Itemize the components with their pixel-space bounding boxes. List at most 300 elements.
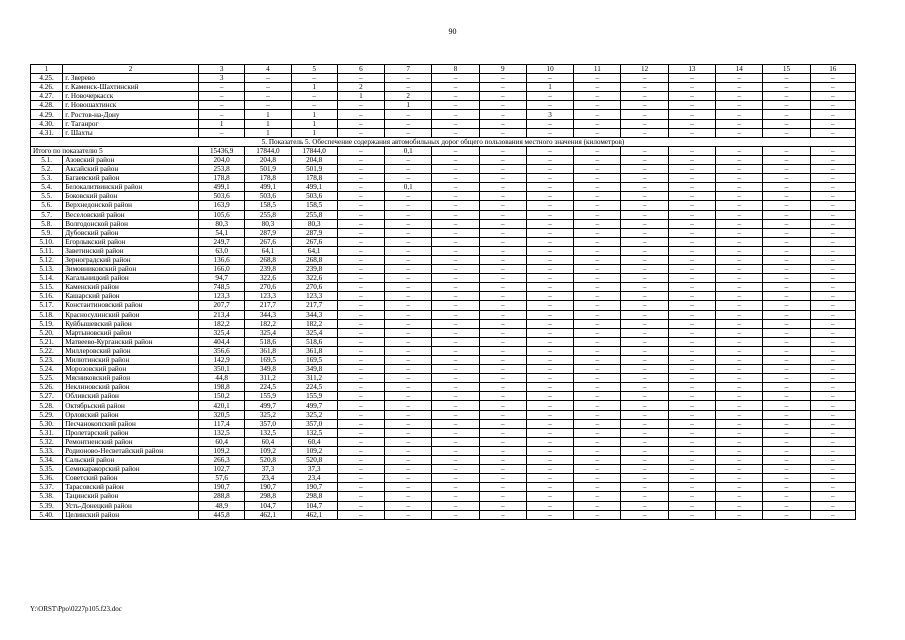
table-cell: –	[574, 183, 621, 192]
section-title: 5. Показатель 5. Обеспечение содержания автомобильных дорог общего пользования местного значения (километров)	[31, 137, 856, 146]
footer-file-path: Y:\ORST\Ppo\0227p105.f23.doc	[30, 605, 122, 613]
table-cell: –	[716, 374, 763, 383]
table-cell: –	[337, 392, 384, 401]
table-cell: –	[432, 110, 479, 119]
table-cell: –	[574, 292, 621, 301]
table-cell: 320,5	[199, 410, 245, 419]
table-cell: –	[716, 228, 763, 237]
table-cell: –	[432, 392, 479, 401]
table-cell: Зерноградский район	[63, 255, 199, 264]
table-cell: –	[716, 410, 763, 419]
table-cell: 518,6	[245, 337, 291, 346]
table-cell: Морозовский район	[63, 365, 199, 374]
table-cell: –	[432, 128, 479, 137]
table-cell: –	[479, 192, 526, 201]
table-cell: 462,1	[291, 510, 337, 519]
table-cell: –	[479, 237, 526, 246]
table-cell: –	[337, 319, 384, 328]
table-cell: Багаевский район	[63, 174, 199, 183]
table-cell: –	[763, 383, 810, 392]
table-cell: –	[621, 228, 668, 237]
table-cell: –	[526, 237, 573, 246]
table-cell: –	[337, 501, 384, 510]
table-cell: –	[479, 83, 526, 92]
table-cell: Волгодонской район	[63, 219, 199, 228]
table-cell: –	[810, 128, 855, 137]
table-cell: –	[385, 501, 432, 510]
table-cell: –	[763, 219, 810, 228]
table-cell: 48,9	[199, 501, 245, 510]
table-cell: –	[199, 128, 245, 137]
table-cell: –	[810, 492, 855, 501]
table-cell: 5.29.	[31, 410, 63, 419]
table-cell: –	[574, 83, 621, 92]
table-cell: –	[385, 401, 432, 410]
table-cell: –	[763, 237, 810, 246]
table-cell: –	[763, 410, 810, 419]
table-cell: –	[668, 456, 715, 465]
table-cell: –	[621, 428, 668, 437]
table-cell: –	[668, 228, 715, 237]
table-cell: 1	[526, 83, 573, 92]
table-cell: –	[574, 174, 621, 183]
table-cell: 5.6.	[31, 201, 63, 210]
table-cell: 499,1	[245, 183, 291, 192]
table-cell: 5.4.	[31, 183, 63, 192]
table-cell: –	[810, 92, 855, 101]
table-row	[31, 474, 856, 483]
table-cell: Белокалитвинский район	[63, 183, 199, 192]
table-cell: –	[716, 265, 763, 274]
table-cell: –	[432, 310, 479, 319]
table-cell: 23,4	[245, 474, 291, 483]
table-cell: –	[385, 337, 432, 346]
table-cell: –	[479, 146, 526, 155]
table-cell: 155,9	[291, 392, 337, 401]
table-cell: –	[621, 410, 668, 419]
table-cell: –	[432, 301, 479, 310]
table-cell: –	[763, 128, 810, 137]
table-cell: –	[716, 83, 763, 92]
table-cell: –	[432, 146, 479, 155]
table-cell: 123,3	[291, 292, 337, 301]
table-cell: –	[668, 274, 715, 283]
table-cell: –	[337, 465, 384, 474]
table-cell: 270,6	[245, 283, 291, 292]
table-cell: –	[432, 365, 479, 374]
table-cell: –	[432, 410, 479, 419]
table-cell: –	[810, 83, 855, 92]
table-cell: –	[526, 483, 573, 492]
table-cell: –	[668, 428, 715, 437]
table-cell: –	[385, 392, 432, 401]
table-cell: –	[526, 283, 573, 292]
table-cell: –	[621, 174, 668, 183]
table-cell: –	[337, 310, 384, 319]
table-cell: –	[716, 146, 763, 155]
table-cell: –	[810, 310, 855, 319]
table-cell: –	[574, 274, 621, 283]
table-cell: 15	[763, 65, 810, 74]
table-cell: 5.1.	[31, 155, 63, 164]
table-cell: –	[668, 365, 715, 374]
table-cell: –	[432, 292, 479, 301]
table-cell: –	[668, 201, 715, 210]
table-cell: –	[337, 328, 384, 337]
table-cell: 5.27.	[31, 392, 63, 401]
table-cell: –	[432, 201, 479, 210]
table-cell: г. Зверево	[63, 74, 199, 83]
table-cell: Сальский район	[63, 456, 199, 465]
table-cell: –	[810, 210, 855, 219]
table-row	[31, 465, 856, 474]
table-cell: –	[337, 255, 384, 264]
table-cell: –	[479, 246, 526, 255]
table-cell: –	[621, 465, 668, 474]
table-cell: –	[810, 101, 855, 110]
table-cell: –	[245, 83, 291, 92]
table-cell: –	[526, 392, 573, 401]
table-cell: –	[574, 383, 621, 392]
table-cell: –	[810, 456, 855, 465]
table-cell: –	[716, 246, 763, 255]
table-cell: 357,0	[245, 419, 291, 428]
table-cell: –	[716, 128, 763, 137]
table-cell: –	[621, 265, 668, 274]
table-cell: –	[385, 446, 432, 455]
total-row	[31, 146, 856, 155]
table-cell: –	[479, 210, 526, 219]
page-number: 90	[448, 27, 457, 36]
table-cell: –	[668, 155, 715, 164]
table-cell: г. Шахты	[63, 128, 199, 137]
table-cell: –	[668, 110, 715, 119]
table-cell: –	[432, 428, 479, 437]
table-cell: –	[337, 219, 384, 228]
table-cell: –	[716, 356, 763, 365]
table-cell: 520,8	[245, 456, 291, 465]
table-cell: –	[291, 74, 337, 83]
table-cell: 5.32.	[31, 437, 63, 446]
table-cell: –	[337, 210, 384, 219]
table-cell: –	[810, 356, 855, 365]
table-row	[31, 92, 856, 101]
table-row	[31, 310, 856, 319]
table-row	[31, 456, 856, 465]
table-cell: –	[432, 265, 479, 274]
table-cell: –	[385, 365, 432, 374]
table-cell: –	[526, 501, 573, 510]
table-cell: –	[621, 319, 668, 328]
table-cell: –	[574, 237, 621, 246]
table-cell: 204,8	[291, 155, 337, 164]
table-cell: 287,9	[291, 228, 337, 237]
table-cell: 520,8	[291, 456, 337, 465]
table-cell: –	[526, 174, 573, 183]
table-cell: –	[668, 255, 715, 264]
table-cell: –	[479, 92, 526, 101]
table-cell: –	[810, 328, 855, 337]
table-cell: 503,6	[199, 192, 245, 201]
table-cell: –	[479, 446, 526, 455]
table-cell: –	[621, 219, 668, 228]
table-cell: 224,5	[291, 383, 337, 392]
table-cell: –	[526, 165, 573, 174]
table-cell: 13	[668, 65, 715, 74]
table-cell: –	[621, 210, 668, 219]
table-cell: –	[479, 410, 526, 419]
table-cell: –	[668, 319, 715, 328]
table-cell: –	[337, 265, 384, 274]
table-cell: –	[337, 374, 384, 383]
table-cell: –	[716, 392, 763, 401]
table-cell: Тарасовский район	[63, 483, 199, 492]
table-cell: –	[432, 456, 479, 465]
table-cell: –	[763, 319, 810, 328]
table-cell: –	[810, 428, 855, 437]
table-cell: –	[621, 74, 668, 83]
table-cell: –	[810, 474, 855, 483]
table-cell: 178,8	[199, 174, 245, 183]
table-cell: –	[337, 101, 384, 110]
table-cell: 267,6	[245, 237, 291, 246]
table-cell: –	[432, 192, 479, 201]
table-cell: –	[526, 346, 573, 355]
table-cell: –	[526, 92, 573, 101]
table-cell: –	[385, 292, 432, 301]
table-cell: –	[668, 119, 715, 128]
table-row	[31, 274, 856, 283]
table-cell: –	[526, 146, 573, 155]
table-cell: 5.16.	[31, 292, 63, 301]
table-cell: 37,3	[245, 465, 291, 474]
table-cell: –	[574, 74, 621, 83]
table-row	[31, 83, 856, 92]
table-cell: –	[716, 510, 763, 519]
table-cell: –	[621, 119, 668, 128]
table-cell: 136,6	[199, 255, 245, 264]
table-cell: –	[574, 128, 621, 137]
table-cell: 123,3	[245, 292, 291, 301]
table-cell: –	[716, 110, 763, 119]
table-cell: 5.30.	[31, 419, 63, 428]
table-cell: –	[621, 337, 668, 346]
table-row	[31, 501, 856, 510]
table-cell: –	[621, 437, 668, 446]
table-cell: –	[385, 310, 432, 319]
table-cell: –	[385, 192, 432, 201]
table-cell: –	[716, 492, 763, 501]
table-cell: –	[668, 483, 715, 492]
table-cell: –	[337, 456, 384, 465]
table-cell: –	[763, 101, 810, 110]
table-cell: –	[479, 183, 526, 192]
table-cell: –	[479, 428, 526, 437]
table-cell: 217,7	[245, 301, 291, 310]
table-cell: –	[574, 255, 621, 264]
table-cell: –	[432, 92, 479, 101]
table-cell: –	[810, 183, 855, 192]
table-cell: –	[763, 274, 810, 283]
table-cell: –	[763, 337, 810, 346]
table-row	[31, 346, 856, 355]
table-cell: г. Ростов-на-Дону	[63, 110, 199, 119]
table-cell: 5.9.	[31, 228, 63, 237]
table-cell: 5	[291, 65, 337, 74]
table-cell: –	[479, 174, 526, 183]
table-cell: –	[574, 428, 621, 437]
table-row	[31, 265, 856, 274]
table-cell: –	[763, 210, 810, 219]
table-row	[31, 219, 856, 228]
table-cell: –	[574, 410, 621, 419]
table-cell: 94,7	[199, 274, 245, 283]
table-cell: –	[574, 146, 621, 155]
table-cell: –	[621, 510, 668, 519]
table-cell: –	[574, 337, 621, 346]
table-row	[31, 401, 856, 410]
table-cell: –	[668, 237, 715, 246]
table-cell: –	[716, 501, 763, 510]
table-cell: –	[291, 101, 337, 110]
table-cell: 5.34.	[31, 456, 63, 465]
table-cell: –	[479, 201, 526, 210]
table-cell: –	[432, 283, 479, 292]
table-cell: 1	[199, 119, 245, 128]
table-cell: –	[432, 210, 479, 219]
table-cell: –	[668, 210, 715, 219]
table-cell: –	[526, 419, 573, 428]
table-row	[31, 510, 856, 519]
table-cell: –	[716, 456, 763, 465]
table-cell: –	[810, 383, 855, 392]
table-cell: –	[337, 337, 384, 346]
table-cell: 4.27.	[31, 92, 63, 101]
table-cell: 239,8	[291, 265, 337, 274]
table-cell: –	[621, 110, 668, 119]
table-cell: 60,4	[291, 437, 337, 446]
table-row	[31, 155, 856, 164]
table-cell: –	[337, 274, 384, 283]
table-cell: 190,7	[245, 483, 291, 492]
table-cell: –	[763, 465, 810, 474]
table-cell: –	[763, 119, 810, 128]
table-cell: 311,2	[291, 374, 337, 383]
table-cell: –	[668, 474, 715, 483]
table-cell: –	[526, 183, 573, 192]
table-cell: –	[763, 474, 810, 483]
table-cell: –	[199, 83, 245, 92]
table-cell: 64,1	[291, 246, 337, 255]
table-cell: 12	[621, 65, 668, 74]
table-cell: –	[621, 255, 668, 264]
table-cell: –	[716, 401, 763, 410]
table-cell: 158,5	[245, 201, 291, 210]
table-cell: –	[385, 410, 432, 419]
table-cell: –	[574, 155, 621, 164]
table-cell: –	[337, 428, 384, 437]
table-row	[31, 374, 856, 383]
table-cell: –	[526, 228, 573, 237]
table-cell: –	[337, 74, 384, 83]
table-cell: –	[526, 155, 573, 164]
table-cell: 3	[199, 65, 245, 74]
table-cell: –	[763, 155, 810, 164]
table-cell: –	[621, 310, 668, 319]
table-cell: 5.39.	[31, 501, 63, 510]
table-cell: –	[810, 483, 855, 492]
table-cell: –	[526, 474, 573, 483]
table-cell: –	[385, 483, 432, 492]
table-cell: –	[432, 237, 479, 246]
table-cell: 404,4	[199, 337, 245, 346]
table-cell: Пролетарский район	[63, 428, 199, 437]
table-cell: –	[337, 383, 384, 392]
table-cell: –	[526, 337, 573, 346]
table-cell: –	[385, 346, 432, 355]
table-cell: 1	[245, 110, 291, 119]
table-cell: –	[716, 383, 763, 392]
table-cell: –	[432, 174, 479, 183]
data-table	[30, 64, 856, 520]
table-cell: –	[621, 155, 668, 164]
table-cell: –	[526, 401, 573, 410]
table-cell: 249,7	[199, 237, 245, 246]
table-cell: –	[479, 74, 526, 83]
table-cell: 5.23.	[31, 356, 63, 365]
table-cell: 5.2.	[31, 165, 63, 174]
table-cell: –	[574, 265, 621, 274]
table-cell: Азовский район	[63, 155, 199, 164]
table-cell: 361,8	[245, 346, 291, 355]
table-cell: –	[621, 483, 668, 492]
table-cell: 178,8	[291, 174, 337, 183]
table-cell: 499,1	[199, 183, 245, 192]
table-cell: Усть-Донецкий район	[63, 501, 199, 510]
table-cell: 8	[432, 65, 479, 74]
table-cell: 322,6	[291, 274, 337, 283]
table-cell: 190,7	[291, 483, 337, 492]
table-cell: –	[668, 401, 715, 410]
table-cell: –	[763, 483, 810, 492]
table-cell: 4.31.	[31, 128, 63, 137]
table-cell: –	[385, 155, 432, 164]
table-cell: г. Таганрог	[63, 119, 199, 128]
table-cell: 109,2	[245, 446, 291, 455]
table-cell: –	[337, 483, 384, 492]
table-cell: –	[810, 346, 855, 355]
table-cell: 57,6	[199, 474, 245, 483]
table-cell: –	[810, 401, 855, 410]
table-cell: –	[621, 492, 668, 501]
table-cell: –	[574, 346, 621, 355]
table-cell: 190,7	[199, 483, 245, 492]
table-cell: 169,5	[245, 356, 291, 365]
table-cell: 268,8	[245, 255, 291, 264]
table-cell: 80,3	[291, 219, 337, 228]
table-cell: 4.29.	[31, 110, 63, 119]
table-cell: –	[763, 283, 810, 292]
table-cell: –	[668, 501, 715, 510]
table-cell: –	[479, 228, 526, 237]
table-cell: 4.28.	[31, 101, 63, 110]
table-cell: –	[810, 165, 855, 174]
table-cell: г. Новочеркасск	[63, 92, 199, 101]
table-cell: 163,9	[199, 201, 245, 210]
table-cell: 17844,0	[291, 146, 337, 155]
table-row	[31, 356, 856, 365]
table-cell: –	[810, 365, 855, 374]
